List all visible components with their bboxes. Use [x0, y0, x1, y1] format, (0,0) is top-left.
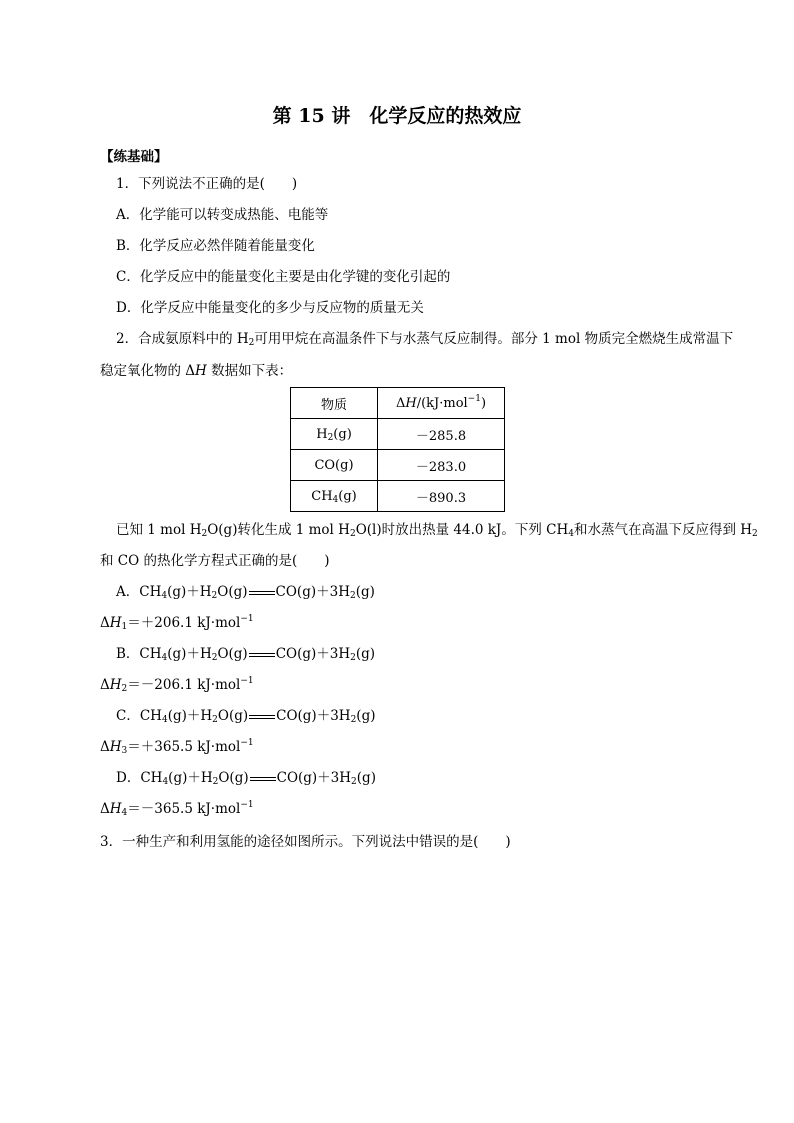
question-1-option-a: A．化学能可以转变成热能、电能等: [116, 207, 329, 223]
question-2-option-d-enthalpy: $\Delta H_4=-365.5$ kJ·mol$^{-1}$: [100, 800, 254, 818]
table-cell-substance: CO(g): [291, 450, 378, 481]
question-2-known-line1: 已知 1 mol $H_2O(g)$转化生成 1 mol $H_2O(l)$时放出热量 44.0 kJ。下列 $CH_4$和水蒸气在高温下反应得到 $H_2$: [116, 522, 758, 539]
table-header-row: [291, 388, 505, 419]
question-2-option-b-enthalpy: $\Delta H_2=-206.1$ kJ·mol$^{-1}$: [100, 676, 254, 694]
question-2-known-line2: 和 CO 的热化学方程式正确的是( ): [100, 553, 330, 569]
question-1-option-d: D．化学反应中能量变化的多少与反应物的质量无关: [116, 300, 424, 316]
table-cell-substance: $CH_4(g)$: [291, 481, 378, 512]
table-cell-substance: $H_2(g)$: [291, 419, 378, 450]
question-2-option-d-equation: D．$CH_4(g)+H_2O(g)$ $CO(g)+3H_2(g)$: [116, 770, 376, 787]
question-3-stem: 3．一种生产和利用氢能的途径如图所示。下列说法中错误的是( ): [100, 834, 511, 850]
table-row: [291, 450, 505, 481]
table-cell-value: －285.8: [378, 419, 505, 450]
enthalpy-table: [290, 387, 505, 512]
question-2-option-b-equation: B．$CH_4(g)+H_2O(g)$ $CO(g)+3H_2(g)$: [116, 646, 376, 663]
table-cell-value: －890.3: [378, 481, 505, 512]
table-row: [291, 419, 505, 450]
question-2-stem-line1: 2．合成氨原料中的 $H_2$可用甲烷在高温条件下与水蒸气反应制得。部分 1 mol 物质完全燃烧生成常温下: [116, 331, 734, 348]
question-1-stem: 1．下列说法不正确的是( ): [116, 176, 298, 192]
question-2-option-c-equation: C．$CH_4(g)+H_2O(g)$ $CO(g)+3H_2(g)$: [116, 708, 376, 725]
table-cell-value: －283.0: [378, 450, 505, 481]
table-header-enthalpy: ΔH/(kJ·mol$^{-1}$): [378, 388, 505, 419]
question-1-option-b: B．化学反应必然伴随着能量变化: [116, 238, 315, 254]
question-2-option-c-enthalpy: $\Delta H_3=+365.5$ kJ·mol$^{-1}$: [100, 738, 254, 756]
question-2-option-a-equation: A．$CH_4(g)+H_2O(g)$ $CO(g)+3H_2(g)$: [116, 584, 375, 601]
section-heading: 【练基础】: [100, 149, 168, 165]
table-header-substance: 物质: [291, 388, 378, 419]
table-row: [291, 481, 505, 512]
page-title: 第 15 讲 化学反应的热效应: [272, 105, 522, 127]
question-2-stem-line2: 稳定氧化物的 ΔH 数据如下表：: [100, 363, 293, 379]
question-1-option-c: C．化学反应中的能量变化主要是由化学键的变化引起的: [116, 269, 451, 285]
question-2-option-a-enthalpy: $\Delta H_1=+206.1$ kJ·mol$^{-1}$: [100, 614, 254, 632]
